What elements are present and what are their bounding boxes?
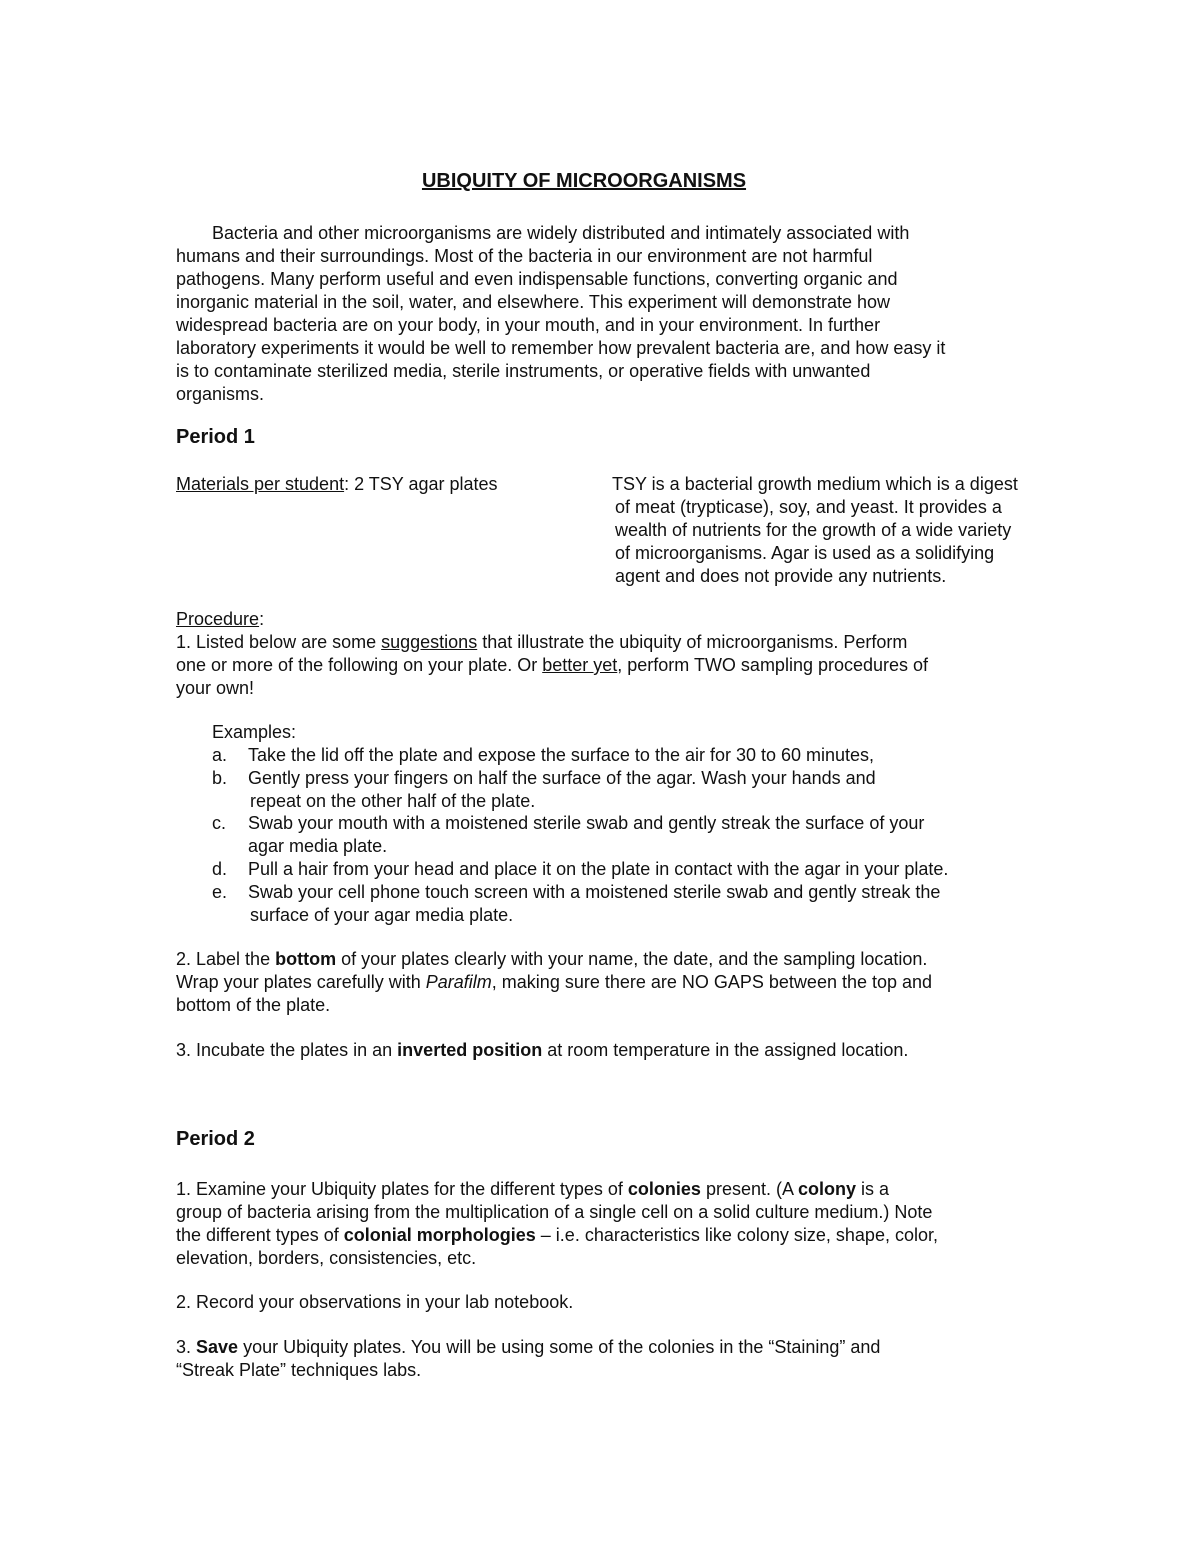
step-2-text: Wrap your plates carefully with (176, 972, 426, 992)
materials-value: : 2 TSY agar plates (344, 474, 498, 494)
document-title: UBIQUITY OF MICROORGANISMS (421, 170, 747, 192)
tsy-note-line: of microorganisms. Agar is used as a solidifying (615, 543, 995, 563)
tsy-note-line: agent and does not provide any nutrients. (615, 566, 947, 586)
intro-line: humans and their surroundings. Most of the bacteria in our environment are not harmful (176, 246, 873, 266)
step-1-line (176, 654, 928, 677)
step-1-text: one or more of the following on your plate. Or (176, 655, 543, 675)
list-item-text: Take the lid off the plate and expose the surface to the air for 30 to 60 minutes, (248, 745, 875, 765)
intro-line: laboratory experiments it would be well to remember how prevalent bacteria are, and how easy it (176, 338, 946, 358)
p2-step-1-line: group of bacteria arising from the multiplication of a single cell on a solid culture medium.) Note (176, 1202, 933, 1222)
p2-step-1-bold: colonial morphologies (343, 1225, 536, 1245)
list-item-letter: b. (212, 768, 228, 788)
p2-step-3-bold: Save (196, 1337, 239, 1357)
period-1-heading: Period 1 (176, 426, 255, 448)
procedure-step-3 (176, 1039, 908, 1062)
step-2-line (176, 971, 932, 994)
step-2-line (176, 948, 927, 971)
period-2-step-2: 2. Record your observations in your lab notebook. (176, 1292, 574, 1312)
p2-step-3-text: 3. (176, 1337, 197, 1357)
list-item-continuation: surface of your agar media plate. (250, 905, 514, 925)
p2-step-1-line: elevation, borders, consistencies, etc. (176, 1248, 477, 1268)
step-2-italic: Parafilm (425, 972, 492, 992)
materials-line (176, 473, 498, 496)
step-1-line (176, 631, 907, 654)
list-item-text: Swab your mouth with a moistened sterile swab and gently streak the surface of your (248, 813, 925, 833)
p2-step-1-text: is a (856, 1179, 890, 1199)
list-item-continuation: repeat on the other half of the plate. (250, 791, 536, 811)
step-1-underlined: better yet (542, 655, 618, 675)
intro-line: is to contaminate sterilized media, sterile instruments, or operative fields with unwanted (176, 361, 871, 381)
list-item-letter: e. (212, 882, 228, 902)
p2-step-1-text: present. (A (700, 1179, 799, 1199)
list-item-letter: c. (212, 813, 227, 833)
step-1-text: , perform TWO sampling procedures of (617, 655, 929, 675)
step-3-bold: inverted position (397, 1040, 543, 1060)
list-item (212, 858, 948, 881)
p2-step-3-text: your Ubiquity plates. You will be using some of the colonies in the “Staining” and (238, 1337, 881, 1357)
procedure-colon: : (259, 609, 265, 629)
list-item (212, 767, 876, 790)
intro-line: widespread bacteria are on your body, in your mouth, and in your environment. In further (176, 315, 881, 335)
step-1-text: that illustrate the ubiquity of microorganisms. Perform (477, 632, 908, 652)
examples-label: Examples: (212, 722, 297, 742)
step-3-text: at room temperature in the assigned location. (542, 1040, 909, 1060)
list-item-continuation: agar media plate. (248, 836, 388, 856)
step-1-underlined: suggestions (381, 632, 478, 652)
step-2-text: , making sure there are NO GAPS between the top and (491, 972, 933, 992)
list-item-text: Gently press your fingers on half the surface of the agar. Wash your hands and (248, 768, 876, 788)
list-item (212, 744, 874, 767)
procedure-label: Procedure (176, 609, 260, 629)
tsy-note-line: TSY is a bacterial growth medium which is a digest (612, 474, 1018, 494)
step-2-line: bottom of the plate. (176, 995, 331, 1015)
p2-step-1-bold: colonies (627, 1179, 701, 1199)
procedure-label-line (176, 608, 264, 631)
step-2-text: 2. Label the (176, 949, 276, 969)
list-item-text: Swab your cell phone touch screen with a moistened sterile swab and gently streak the (248, 882, 941, 902)
step-2-bold: bottom (275, 949, 337, 969)
intro-line: inorganic material in the soil, water, and elsewhere. This experiment will demonstrate how (176, 292, 891, 312)
step-3-text: 3. Incubate the plates in an (176, 1040, 398, 1060)
p2-step-1-bold: colony (798, 1179, 857, 1199)
list-item (212, 881, 940, 904)
p2-step-3-line (176, 1336, 880, 1359)
intro-line: organisms. (176, 384, 265, 404)
list-item-letter: a. (212, 745, 228, 765)
intro-line: pathogens. Many perform useful and even indispensable functions, converting organic and (176, 269, 898, 289)
intro-line: Bacteria and other microorganisms are widely distributed and intimately associated with (212, 223, 910, 243)
step-1-text: 1. Listed below are some (176, 632, 382, 652)
p2-step-1-text: – i.e. characteristics like colony size, shape, color, (535, 1225, 938, 1245)
list-item-text: Pull a hair from your head and place it on the plate in contact with the agar in your plate. (248, 859, 949, 879)
p2-step-3-line: “Streak Plate” techniques labs. (176, 1360, 422, 1380)
p2-step-1-line (176, 1224, 938, 1247)
step-2-text: of your plates clearly with your name, the date, and the sampling location. (336, 949, 928, 969)
materials-label: Materials per student (176, 474, 345, 494)
p2-step-1-line (176, 1178, 889, 1201)
list-item-letter: d. (212, 859, 228, 879)
step-1-line: your own! (176, 678, 255, 698)
tsy-note-line: of meat (trypticase), soy, and yeast. It provides a (615, 497, 1002, 517)
p2-step-1-text: 1. Examine your Ubiquity plates for the different types of (176, 1179, 628, 1199)
tsy-note-line: wealth of nutrients for the growth of a wide variety (615, 520, 1012, 540)
list-item (212, 812, 924, 835)
period-2-heading: Period 2 (176, 1128, 255, 1150)
p2-step-1-text: the different types of (176, 1225, 344, 1245)
